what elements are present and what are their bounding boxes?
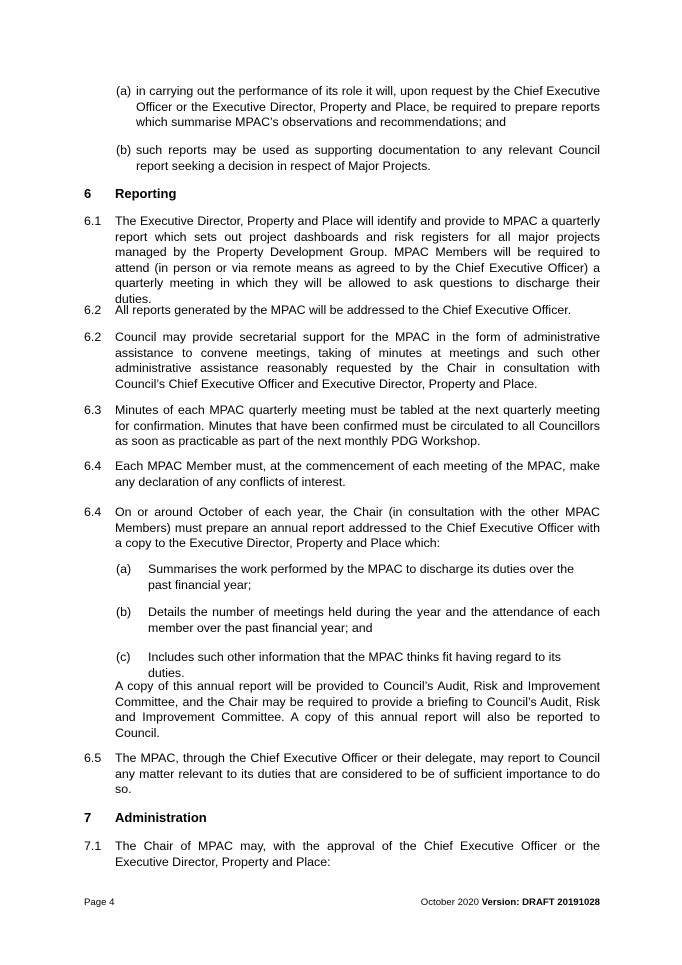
top-item-b-label: (b) bbox=[116, 143, 132, 157]
section-6-number: 6 bbox=[84, 186, 92, 201]
clause-number: 6.3 bbox=[84, 403, 102, 417]
clause-number: 6.2 bbox=[84, 303, 102, 317]
subitem-text: Summarises the work performed by the MPAC to discharge its duties over the past financial year; bbox=[148, 562, 575, 592]
top-item-b-text: such reports may be used as supporting documentation to any relevant Council report seeking a decision in respect of Major Projects. bbox=[136, 143, 600, 173]
subitem-label: (c) bbox=[116, 650, 131, 664]
clause-text: The MPAC, through the Chief Executive Officer or their delegate, may report to Council any matter relevant to its duties that are considered to be of sufficient importance to do so. bbox=[115, 751, 600, 797]
annual-report-note-text: A copy of this annual report will be provided to Council’s Audit, Risk and Improvement Committee, and the Chair may be required to provide a briefing to Council’s Audit, Risk and Improvement Committee. A copy of this annual report will also be reported to Council. bbox=[115, 679, 600, 740]
clause-number: 6.2 bbox=[84, 330, 102, 344]
clause-number: 6.1 bbox=[84, 214, 102, 228]
clause-number: 6.5 bbox=[84, 751, 102, 765]
clause-number: 7.1 bbox=[84, 839, 102, 853]
subitem-text: Details the number of meetings held during the year and the attendance of each member over the past financial year; and bbox=[148, 605, 600, 635]
clause-text: Council may provide secretarial support for the MPAC in the form of administrative assistance to convene meetings, taking of minutes at meetings and such other administrative assistance reasonably requested by the Chair in consultation with Council’s Chief Executive Officer and Executive Director, Property and Place. bbox=[115, 330, 600, 391]
section-7-number: 7 bbox=[84, 810, 92, 825]
footer-page-number: Page 4 bbox=[84, 897, 115, 908]
clause-number: 6.4 bbox=[84, 505, 102, 519]
subitem-label: (b) bbox=[116, 605, 132, 619]
subitem-text: Includes such other information that the MPAC thinks fit having regard to its duties. bbox=[148, 650, 561, 680]
footer-version-label: Version: DRAFT 20191028 bbox=[481, 897, 600, 908]
footer-date: October 2020 bbox=[420, 897, 479, 908]
top-item-a-text: in carrying out the performance of its role it will, upon request by the Chief Executive Officer or the Executive Director, Property and Place, be required to prepare reports which summarise MPAC’s observations and recommendations; and bbox=[136, 84, 600, 130]
section-6-title: Reporting bbox=[115, 186, 177, 201]
footer-version bbox=[421, 897, 600, 909]
top-item-a-label: (a) bbox=[116, 84, 132, 98]
clause-text: The Chair of MPAC may, with the approval of the Chief Executive Officer or the Executive Director, Property and Place: bbox=[115, 839, 600, 869]
clause-text: All reports generated by the MPAC will be addressed to the Chief Executive Officer. bbox=[115, 303, 572, 317]
clause-text: Each MPAC Member must, at the commencement of each meeting of the MPAC, make any declaration of any conflicts of interest. bbox=[115, 459, 600, 489]
clause-text: Minutes of each MPAC quarterly meeting must be tabled at the next quarterly meeting for confirmation. Minutes that have been confirmed must be circulated to all Councillors as soon as practicable as part of the next monthly PDG Workshop. bbox=[115, 403, 600, 449]
section-7-title: Administration bbox=[115, 810, 207, 825]
clause-text: The Executive Director, Property and Place will identify and provide to MPAC a quarterly report which sets out project dashboards and risk registers for all major projects managed by the Property Development Group. MPAC Members will be required to attend (in person or via remote means as agreed to by the Chief Executive Officer) a quarterly meeting in which they will be allowed to ask questions to discharge their duties. bbox=[115, 214, 600, 306]
subitem-label: (a) bbox=[116, 562, 132, 576]
clause-text: On or around October of each year, the Chair (in consultation with the other MPAC Members) must prepare an annual report addressed to the Chief Executive Officer with a copy to the Executive Director, Property and Place which: bbox=[115, 505, 600, 551]
clause-number: 6.4 bbox=[84, 459, 102, 473]
